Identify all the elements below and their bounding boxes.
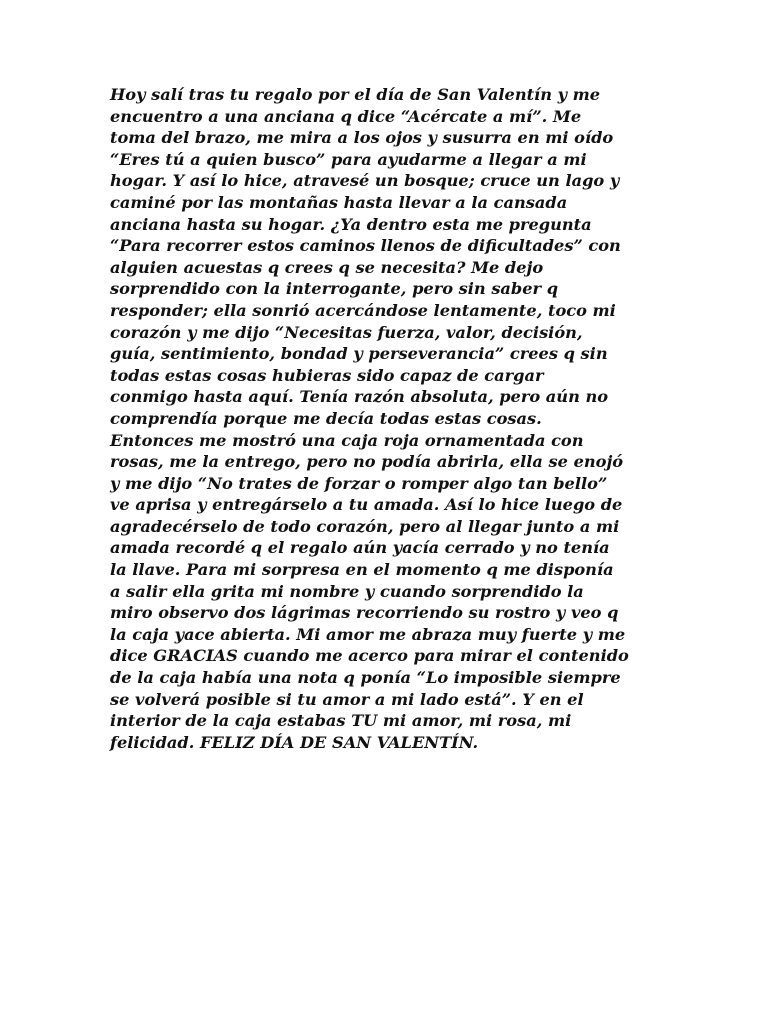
story-paragraph	[110, 84, 670, 753]
text-line: “Para recorrer estos caminos llenos de dificultades” con	[110, 236, 621, 256]
text-line: anciana hasta su hogar. ¿Ya dentro esta me pregunta	[110, 214, 592, 234]
text-line: dice GRACIAS cuando me acerco para mirar el contenido	[110, 646, 629, 666]
text-line: responder; ella sonrió acercándose lentamente, toco mi	[110, 300, 616, 320]
text-line: y me dijo “No trates de forzar o romper algo tan bello”	[110, 473, 608, 493]
text-line: hogar. Y así lo hice, atravesé un bosque; cruce un lago y	[110, 171, 620, 191]
text-line: “Eres tú a quien busco” para ayudarme a llegar a mi	[110, 149, 587, 169]
text-line: felicidad. FELIZ DÍA DE SAN VALENTÍN.	[110, 732, 479, 752]
text-line: encuentro a una anciana q dice “Acércate a mí”. Me	[110, 106, 582, 126]
text-line: Entonces me mostró una caja roja ornamentada con	[110, 430, 584, 450]
text-line: Hoy salí tras tu regalo por el día de San Valentín y me	[110, 85, 601, 104]
text-line: se volverá posible si tu amor a mi lado está”. Y en el	[110, 689, 584, 709]
text-line: la llave. Para mi sorpresa en el momento q me disponía	[110, 560, 614, 580]
text-line: guía, sentimiento, bondad y perseverancia” crees q sin	[110, 344, 608, 364]
text-line: interior de la caja estabas TU mi amor, mi rosa, mi	[110, 711, 572, 731]
text-line: comprendía porque me decía todas estas cosas.	[110, 408, 542, 428]
text-line: todas estas cosas hubieras sido capaz de cargar	[110, 365, 544, 385]
text-line: agradecérselo de todo corazón, pero al llegar junto a mi	[110, 516, 620, 536]
text-line: amada recordé q el regalo aún yacía cerrado y no tenía	[110, 538, 610, 558]
text-line: a salir ella grita mi nombre y cuando sorprendido la	[110, 581, 584, 601]
text-line: corazón y me dijo “Necesitas fuerza, valor, decisión,	[110, 322, 583, 342]
text-line: rosas, me la entrego, pero no podía abrirla, ella se enojó	[110, 452, 624, 472]
text-line: sorprendido con la interrogante, pero sin saber q	[110, 279, 559, 299]
text-line: alguien acuestas q crees q se necesita? Me dejo	[110, 257, 544, 277]
text-line: miro observo dos lágrimas recorriendo su rostro y veo q	[110, 603, 619, 623]
text-line: de la caja había una nota q ponía “Lo imposible siempre	[110, 668, 621, 688]
text-line: la caja yace abierta. Mi amor me abraza muy fuerte y me	[110, 624, 626, 644]
text-line: caminé por las montañas hasta llevar a la cansada	[110, 192, 568, 212]
text-line: conmigo hasta aquí. Tenía razón absoluta, pero aún no	[110, 387, 609, 407]
text-line: ve aprisa y entregárselo a tu amada. Así lo hice luego de	[110, 495, 623, 515]
text-line: toma del brazo, me mira a los ojos y susurra en mi oído	[110, 128, 614, 148]
